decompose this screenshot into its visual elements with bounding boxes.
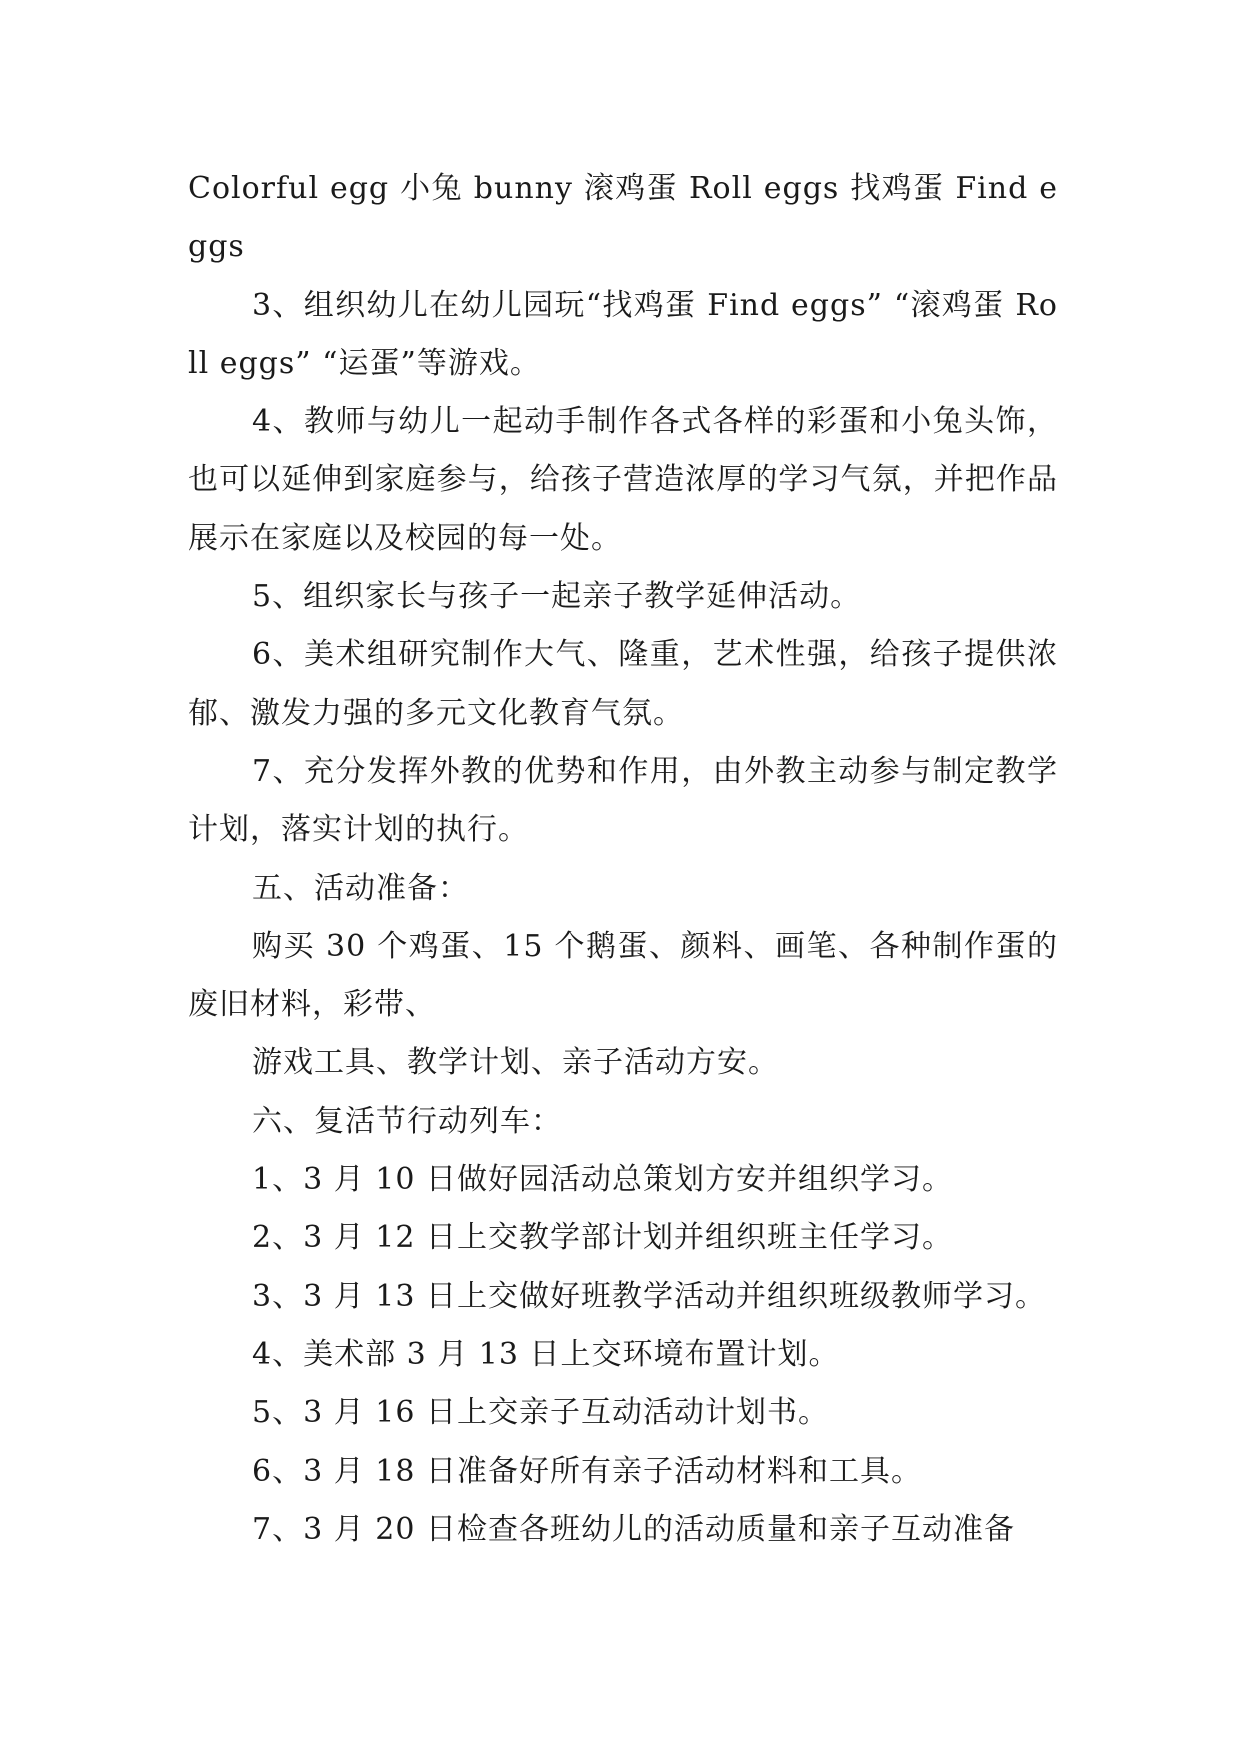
schedule-item-4: 4、美术部 3 月 13 日上交环境布置计划。	[252, 1336, 840, 1372]
paragraph-purchase-list: 购买 30 个鸡蛋、15 个鹅蛋、颜料、画笔、各种制作蛋的废旧材料，彩带、	[188, 928, 1058, 1023]
paragraph-item-6-art-group: 6、美术组研究制作大气、隆重，艺术性强，给孩子提供浓郁、激发力强的多元文化教育气氛。	[188, 637, 1058, 731]
paragraph-item-4-crafts: 4、教师与幼儿一起动手制作各式各样的彩蛋和小兔头饰，也可以延伸到家庭参与，给孩子营造浓厚的学习气氛，并把作品展示在家庭以及校园的每一处。	[188, 404, 1058, 556]
paragraph-item-3-games: 3、组织幼儿在幼儿园玩“找鸡蛋 Find eggs” “滚鸡蛋 Roll eggs” “运蛋”等游戏。	[188, 287, 1058, 381]
schedule-item-2: 2、3 月 12 日上交教学部计划并组织班主任学习。	[252, 1220, 953, 1256]
schedule-item-3: 3、3 月 13 日上交做好班教学活动并组织班级教师学习。	[252, 1278, 1046, 1314]
section-heading-preparation: 五、活动准备：	[252, 870, 469, 906]
schedule-item-7: 7、3 月 20 日检查各班幼儿的活动质量和亲子互动准备	[252, 1511, 1015, 1547]
section-heading-schedule: 六、复活节行动列车：	[252, 1103, 562, 1139]
document-body	[188, 160, 1058, 1559]
schedule-item-5: 5、3 月 16 日上交亲子互动活动计划书。	[252, 1395, 829, 1431]
schedule-item-6: 6、3 月 18 日准备好所有亲子活动材料和工具。	[252, 1453, 922, 1489]
paragraph-tools-list: 游戏工具、教学计划、亲子活动方安。	[252, 1045, 779, 1081]
paragraph-vocabulary: Colorful egg 小兔 bunny 滚鸡蛋 Roll eggs 找鸡蛋 Find eggs	[188, 171, 1058, 265]
paragraph-item-7-foreign-teacher: 7、充分发挥外教的优势和作用，由外教主动参与制定教学计划，落实计划的执行。	[188, 753, 1058, 848]
schedule-item-1: 1、3 月 10 日做好园活动总策划方安并组织学习。	[252, 1162, 953, 1198]
paragraph-item-5-parents: 5、组织家长与孩子一起亲子教学延伸活动。	[252, 579, 862, 615]
